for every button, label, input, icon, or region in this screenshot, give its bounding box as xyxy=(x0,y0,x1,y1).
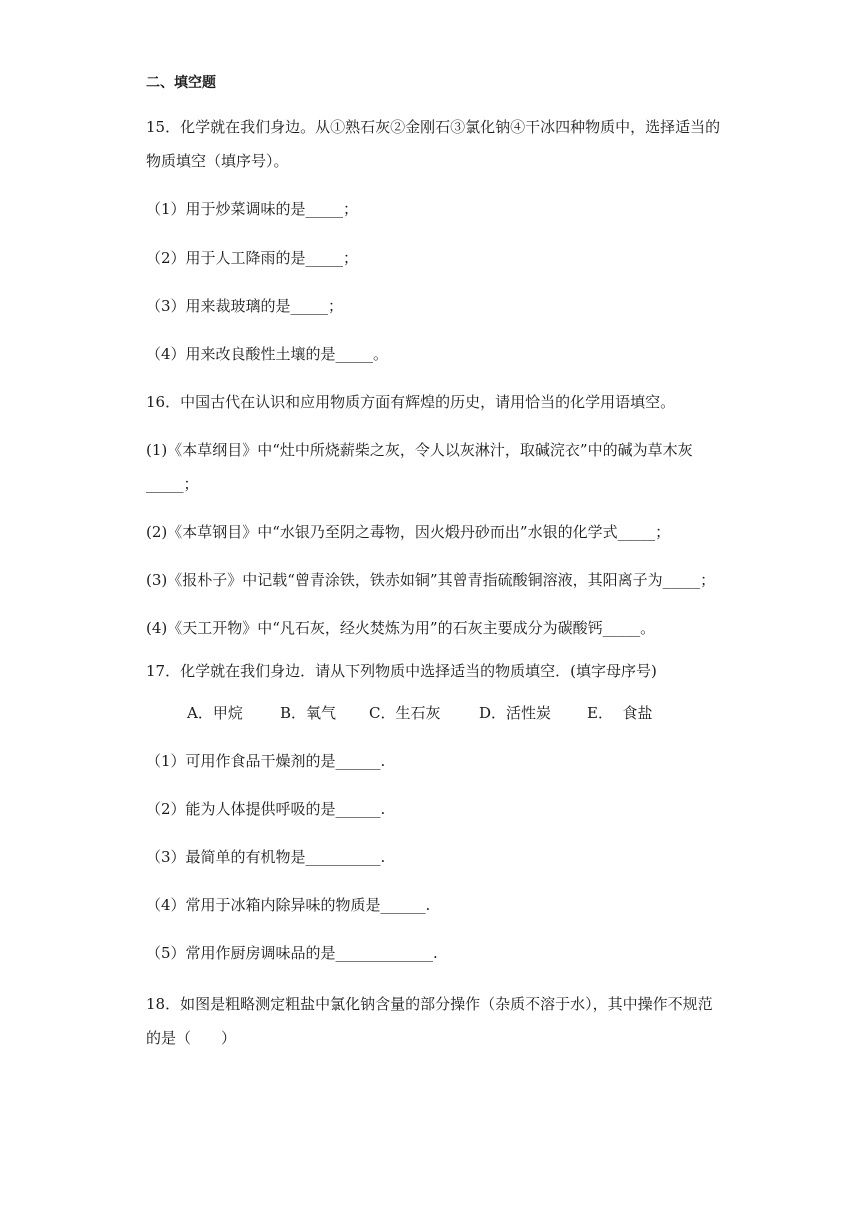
q16-part-1-line2: _____； xyxy=(146,475,199,493)
q17-option-d: D．活性炭 xyxy=(479,704,552,722)
q18-stem-line2: 的是（ ） xyxy=(146,1029,237,1047)
q17-option-a: A．甲烷 xyxy=(187,704,243,722)
q17-option-b: B．氧气 xyxy=(280,704,337,722)
q17-option-c: C．生石灰 xyxy=(369,704,441,722)
q15-stem-line2: 物质填空（填序号）。 xyxy=(146,152,289,170)
q16-part-3: (3)《报朴子》中记载“曾青涂铁，铁赤如铜”其曾青指硫酸铜溶液，其阳离子为_____； xyxy=(146,571,716,589)
q17-options xyxy=(187,703,653,723)
q17-part-3: （3）最简单的有机物是__________. xyxy=(146,848,386,866)
q17-part-4: （4）常用于冰箱内除异味的物质是______. xyxy=(146,896,431,914)
q16-part-4: (4)《天工开物》中“凡石灰，经火焚炼为用”的石灰主要成分为碳酸钙_____。 xyxy=(146,619,656,637)
q15-stem-line1: 15．化学就在我们身边。从①熟石灰②金刚石③氯化钠④干冰四种物质中，选择适当的 xyxy=(146,118,721,136)
q18-stem-line1: 18．如图是粗略测定粗盐中氯化钠含量的部分操作（杂质不溶于水），其中操作不规范 xyxy=(146,995,713,1013)
q16-part-2: (2)《本草钢目》中“水银乃至阴之毒物，因火煅丹砂而出”水银的化学式_____； xyxy=(146,523,671,541)
q16-stem: 16．中国古代在认识和应用物质方面有辉煌的历史，请用恰当的化学用语填空。 xyxy=(146,393,676,411)
q17-part-5: （5）常用作厨房调味品的是_____________. xyxy=(146,944,438,962)
q15-part-4: （4）用来改良酸性土壤的是_____。 xyxy=(146,345,389,363)
q15-part-1: （1）用于炒菜调味的是_____； xyxy=(146,200,359,218)
q17-option-e: E． 食盐 xyxy=(587,704,653,722)
q17-part-1: （1）可用作食品干燥剂的是______. xyxy=(146,752,386,770)
q17-stem: 17．化学就在我们身边．请从下列物质中选择适当的物质填空．(填字母序号) xyxy=(146,662,657,680)
q16-part-1-line1: (1)《本草纲目》中“灶中所烧薪柴之灰，令人以灰淋汁，取碱浣衣”中的碱为草木灰 xyxy=(146,441,693,459)
q17-part-2: （2）能为人体提供呼吸的是______. xyxy=(146,800,386,818)
q15-part-2: （2）用于人工降雨的是_____； xyxy=(146,249,359,267)
q15-part-3: （3）用来裁玻璃的是_____； xyxy=(146,297,344,315)
section-title: 二、填空题 xyxy=(146,75,216,91)
